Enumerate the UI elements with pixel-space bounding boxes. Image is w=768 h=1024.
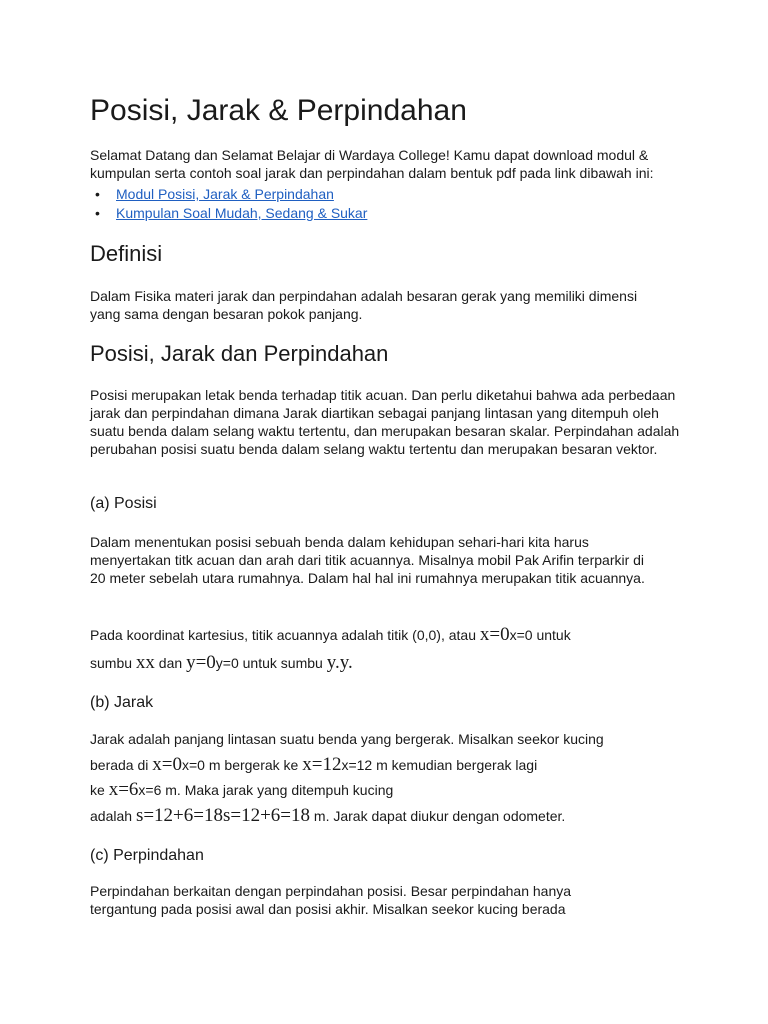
definisi-text: Dalam Fisika materi jarak dan perpindahan adalah besaran gerak yang memiliki dimensi yang sama dengan besaran pokok panjang. [90,288,638,322]
jarak-line2 [90,754,537,776]
text-fragment: untuk sumbu [238,655,327,671]
jarak-line1: Jarak adalah panjang lintasan suatu benda yang bergerak. Misalkan seekor kucing [90,731,604,747]
math-expression: x [135,652,146,673]
text-fragment: Pada koordinat kartesius, titik acuannya adalah titik (0,0), atau [90,627,480,643]
math-expression: y. [326,652,340,673]
math-expression-alt: x=12 [341,757,373,773]
jarak-line4 [90,805,565,827]
heading-posisi: (a) Posisi [90,495,157,512]
jarak-line3 [90,779,393,801]
heading-posisi-jarak-perpindahan: Posisi, Jarak dan Perpindahan [90,341,389,366]
math-expression: s=12+6=18 [135,805,223,826]
text-fragment: untuk [532,627,571,643]
math-expression: x=12 [302,754,342,775]
text-fragment: m. Jarak dapat diukur dengan odometer. [310,808,566,824]
text-fragment: berada di [90,757,153,773]
download-links [90,185,367,223]
text-fragment: m kemudian bergerak lagi [372,757,538,773]
text-fragment: sumbu [90,655,136,671]
list-item [70,185,367,204]
text-fragment: m bergerak ke [204,757,303,773]
text-fragment: adalah [90,808,136,824]
math-expression-alt: x=0 [509,627,533,643]
math-expression-alt: y=0 [215,655,239,671]
text-fragment: m. Maka jarak yang ditempuh kucing [161,782,394,798]
math-expression-alt: x [145,652,155,673]
math-expression: x=6 [108,779,139,800]
math-expression: x=0 [152,754,182,775]
bullet-icon: • [95,186,100,202]
text-fragment: ke [90,782,109,798]
heading-perpindahan: (c) Perpindahan [90,847,204,864]
math-expression-alt: y. [339,652,353,673]
heading-definisi: Definisi [90,241,163,266]
list-item [70,204,367,223]
posisi-koordinat-line2 [90,652,353,674]
math-expression-alt: x=0 [182,757,205,773]
math-expression: y=0 [186,652,216,673]
math-expression: x=0 [479,624,510,645]
link-modul[interactable]: Modul Posisi, Jarak & Perpindahan [116,186,334,202]
text-fragment: dan [154,655,187,671]
section-text: Posisi merupakan letak benda terhadap titik acuan. Dan perlu diketahui bahwa ada perbedaan jarak dan perpindahan dimana Jarak diartikan sebagai panjang lintasan yang ditempuh oleh suatu benda dalam selang waktu tertentu, dan merupakan besaran skalar. Perpindahan adalah perubahan posisi suatu benda dalam selang waktu tertentu dan merupakan besaran vektor. [90,387,680,457]
link-kumpulan-soal[interactable]: Kumpulan Soal Mudah, Sedang & Sukar [116,205,368,221]
heading-jarak: (b) Jarak [90,694,154,711]
math-expression-alt: s=12+6=18 [222,805,311,826]
posisi-text: Dalam menentukan posisi sebuah benda dalam kehidupan sehari-hari kita harus menyertakan titk acuan dan arah dari titik acuannya. Misalnya mobil Pak Arifin terparkir di 20 meter sebelah utara rumahnya. Dalam hal hal ini rumahnya merupakan titik acuannya. [90,534,645,586]
intro-text: Selamat Datang dan Selamat Belajar di Wardaya College! Kamu dapat download modul & kumpulan serta contoh soal jarak dan perpindahan dalam bentuk pdf pada link dibawah ini: [90,147,654,181]
perpindahan-text: Perpindahan berkaitan dengan perpindahan posisi. Besar perpindahan hanya tergantung pada posisi awal dan posisi akhir. Misalkan seekor kucing berada [90,883,572,917]
posisi-koordinat-line1 [90,624,571,646]
page-title: Posisi, Jarak & Perpindahan [90,94,467,127]
math-expression-alt: x=6 [138,782,162,798]
bullet-icon: • [95,205,100,221]
